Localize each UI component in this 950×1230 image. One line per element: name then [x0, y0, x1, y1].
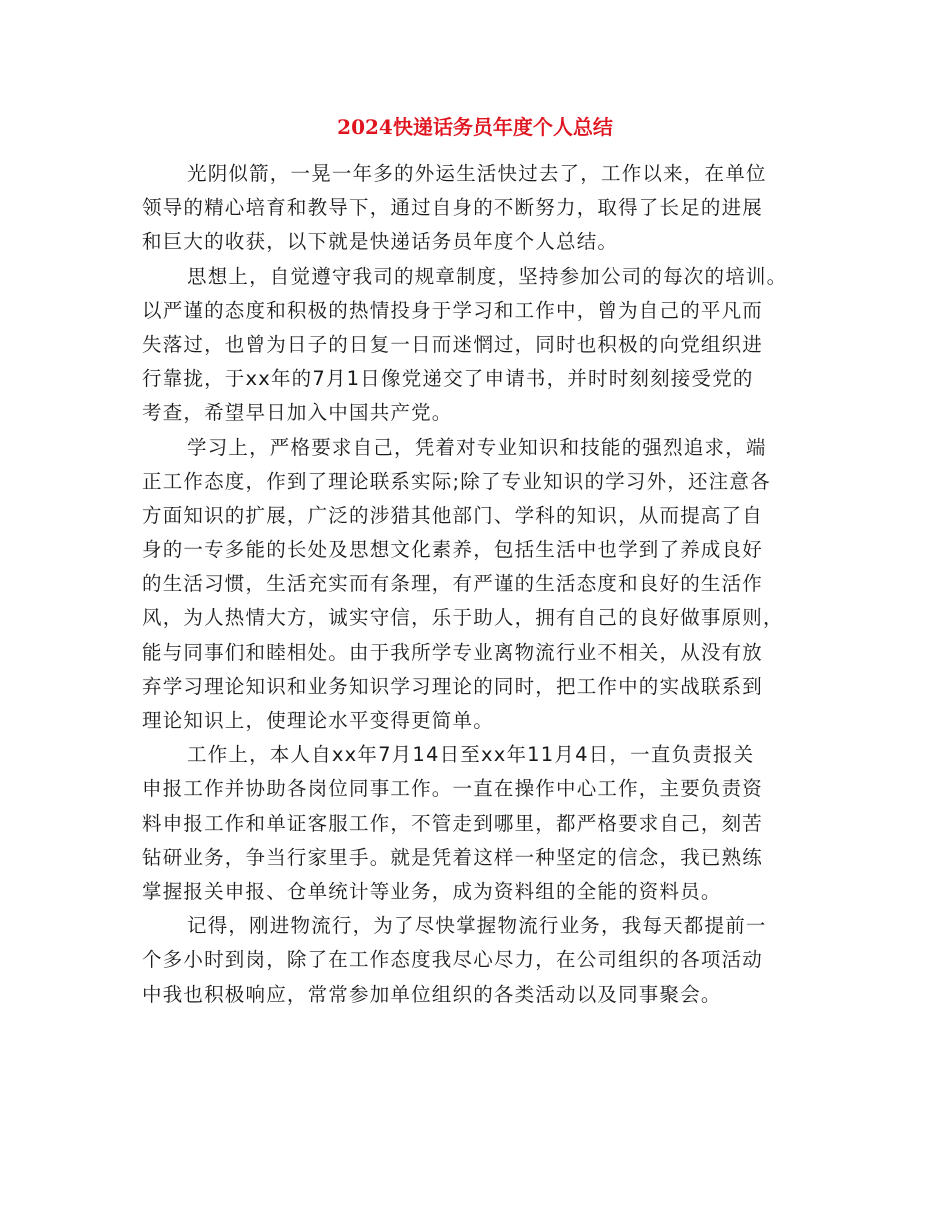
paragraph-line: 记得，刚进物流行，为了尽快掌握物流行业务，我每天都提前一 [187, 914, 767, 938]
paragraph [142, 157, 810, 260]
paragraph-line: 理论知识上，使理论水平变得更简单。 [142, 709, 494, 732]
paragraph-line: 失落过，也曾为日子的日复一日而迷惘过，同时也积极的向党组织进 [142, 332, 764, 356]
paragraph-line: 考查，希望早日加入中国共产党。 [142, 401, 453, 425]
paragraph-line: 以严谨的态度和积极的热情投身于学习和工作中，曾为自己的平凡而 [142, 298, 764, 322]
paragraph-line: 正工作态度，作到了理论联系实际;除了专业知识的学习外，还注意各 [142, 469, 771, 493]
paragraph-line: 申报工作并协助各岗位同事工作。一直在操作中心工作，主要负责资 [142, 777, 764, 801]
paragraph [142, 431, 810, 739]
paragraph-line: 风，为人热情大方，诚实守信，乐于助人，拥有自己的良好做事原则， [142, 606, 784, 630]
paragraph-line: 中我也积极响应，常常参加单位组织的各类活动以及同事聚会。 [142, 982, 722, 1006]
paragraph [142, 738, 810, 909]
paragraph-line: 思想上，自觉遵守我司的规章制度，坚持参加公司的每次的培训。 [187, 264, 788, 288]
paragraph [142, 260, 810, 431]
paragraph-line: 领导的精心培育和教导下，通过自身的不断努力，取得了长足的进展 [142, 196, 764, 220]
paragraph-line: 工作上，本人自xx年7月14日至xx年11月4日，一直负责报关 [187, 743, 755, 767]
paragraph-line: 身的一专多能的长处及思想文化素养，包括生活中也学到了养成良好 [142, 538, 764, 562]
paragraph-line: 个多小时到岗，除了在工作态度我尽心尽力，在公司组织的各项活动 [142, 948, 764, 972]
paragraph-line: 掌握报关申报、仓单统计等业务，成为资料组的全能的资料员。 [142, 879, 722, 903]
document-title: 2024快递话务员年度个人总结 [337, 115, 613, 139]
document-body [142, 157, 810, 1012]
paragraph-line: 的生活习惯，生活充实而有条理，有严谨的生活态度和良好的生活作 [142, 572, 764, 596]
paragraph-line: 学习上，严格要求自己，凭着对专业知识和技能的强烈追求，端 [187, 435, 767, 459]
paragraph-line: 和巨大的收获，以下就是快递话务员年度个人总结。 [142, 230, 619, 254]
paragraph [142, 909, 810, 1012]
paragraph-line: 料申报工作和单证客服工作，不管走到哪里，都严格要求自己，刻苦 [142, 811, 764, 835]
paragraph-line: 行靠拢，于xx年的7月1日像党递交了申请书，并时时刻刻接受党的 [142, 367, 754, 391]
paragraph-line: 方面知识的扩展，广泛的涉猎其他部门、学科的知识，从而提高了自 [142, 503, 764, 527]
paragraph-line: 能与同事们和睦相处。由于我所学专业离物流行业不相关，从没有放 [142, 640, 764, 664]
paragraph-line: 钻研业务，争当行家里手。就是凭着这样一种坚定的信念，我已熟练 [142, 845, 764, 869]
paragraph-line: 弃学习理论知识和业务知识学习理论的同时，把工作中的实战联系到 [142, 674, 764, 698]
paragraph-line: 光阴似箭，一晃一年多的外运生活快过去了，工作以来，在单位 [187, 162, 767, 185]
